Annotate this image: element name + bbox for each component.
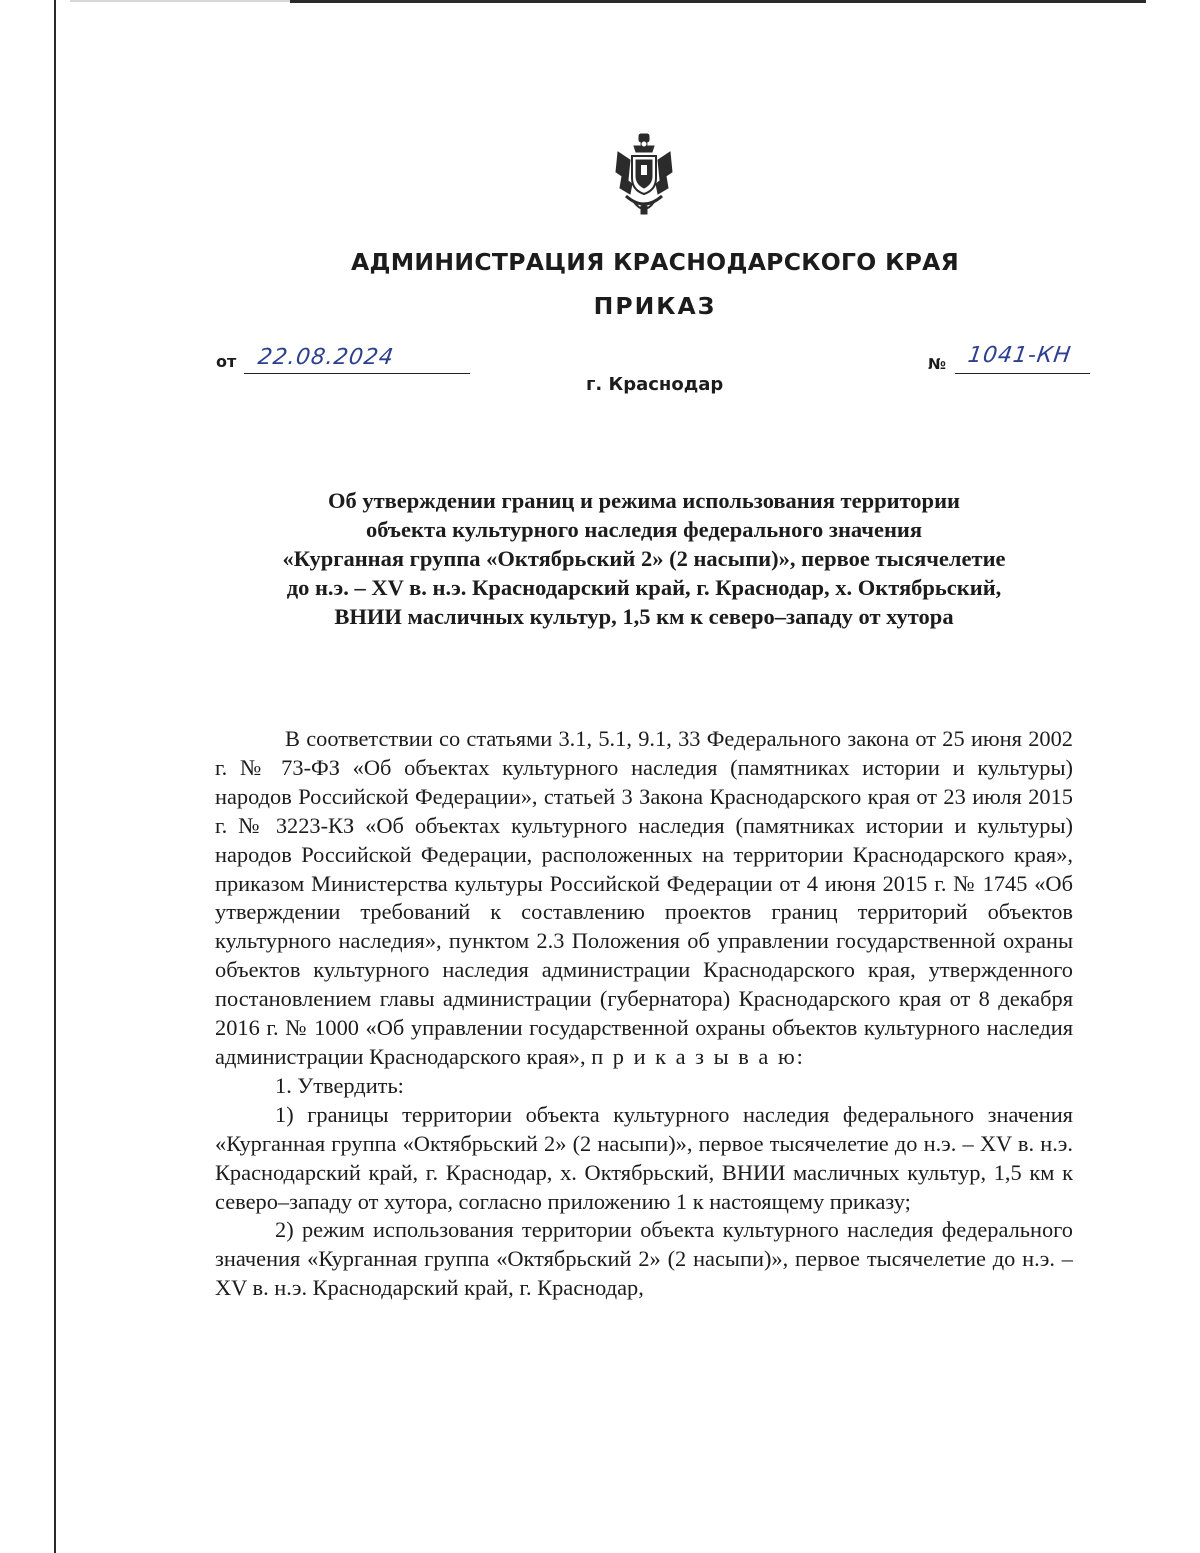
item-1: 1. Утвердить: — [275, 1072, 404, 1098]
item-1-subitem-2: 2) режим использования территории объекта культурного наследия федерального значения «Курганная группа «Октябрьский 2» (2 насыпи)», первое тысячелетие до н.э. – XV в. н.э. Краснодарский край, г. Краснодар, — [215, 1217, 1073, 1301]
title-line: Об утверждении границ и режима использования территории — [327, 488, 961, 513]
scan-edge-left — [54, 0, 56, 1553]
date-underline — [244, 373, 470, 374]
city-label: г. Краснодар — [586, 374, 724, 395]
document-title — [200, 486, 1088, 631]
title-line: объекта культурного наследия федерального значения — [365, 517, 923, 542]
preamble-paragraph — [215, 725, 1073, 1072]
scan-edge-top-faint — [70, 0, 290, 2]
document-body — [215, 725, 1073, 1303]
item-1-subitem-1: 1) границы территории объекта культурного наследия федерального значения «Курганная группа «Октябрьский 2» (2 насыпи)», первое тысячелетие до н.э. – XV в. н.э. Краснодарский край, г. Краснодар, х. Октябрьский, ВНИИ масличных культур, 1,5 км к северо–западу от хутора, согласно приложению 1 к настоящему приказу; — [215, 1101, 1073, 1214]
title-line: до н.э. – XV в. н.э. Краснодарский край, г. Краснодар, х. Октябрьский, — [286, 575, 1002, 600]
title-line: ВНИИ масличных культур, 1,5 км к северо–западу от хутора — [334, 604, 954, 629]
preamble-text: В соответствии со статьями 3.1, 5.1, 9.1, 33 Федерального закона от 25 июня 2002 г. № 73-ФЗ «Об объектах культурного наследия (памятниках истории и культуры) народов Российской Федерации», статьей 3 Закона Краснодарского края от 23 июля 2015 г. № 3223-КЗ «Об объектах культурного наследия (памятниках истории и культуры) народов Российской Федерации, расположенных на территории Краснодарского края», приказом Министерства культуры Российской Федерации от 4 июня 2015 г. № 1745 «Об утверждении требований к составлению проектов границ территорий объектов культурного наследия», пунктом 2.3 Положения об управлении государственной охраны объектов культурного наследия администрации Краснодарского края, утвержденного постановлением главы администрации (губернатора) Краснодарского края от 8 декабря 2016 г. № 1000 «Об управлении государственной охраны объектов культурного наследия администрации Краснодарского края», — [215, 726, 1073, 1069]
title-line: «Курганная группа «Октябрьский 2» (2 насыпи)», первое тысячелетие — [282, 546, 1006, 571]
organization-heading: АДМИНИСТРАЦИЯ КРАСНОДАРСКОГО КРАЯ — [351, 248, 959, 276]
handwritten-number: 1041-КН — [966, 343, 1073, 368]
handwritten-date: 22.08.2024 — [256, 345, 396, 370]
date-prefix: от — [216, 352, 237, 371]
order-word: п р и к а з ы в а ю: — [591, 1043, 805, 1069]
krasnodar-coat-of-arms-icon — [612, 132, 676, 220]
number-underline — [955, 373, 1090, 374]
document-type-heading: ПРИКАЗ — [593, 292, 717, 320]
number-prefix: № — [928, 355, 947, 373]
scan-edge-top — [290, 0, 1146, 3]
